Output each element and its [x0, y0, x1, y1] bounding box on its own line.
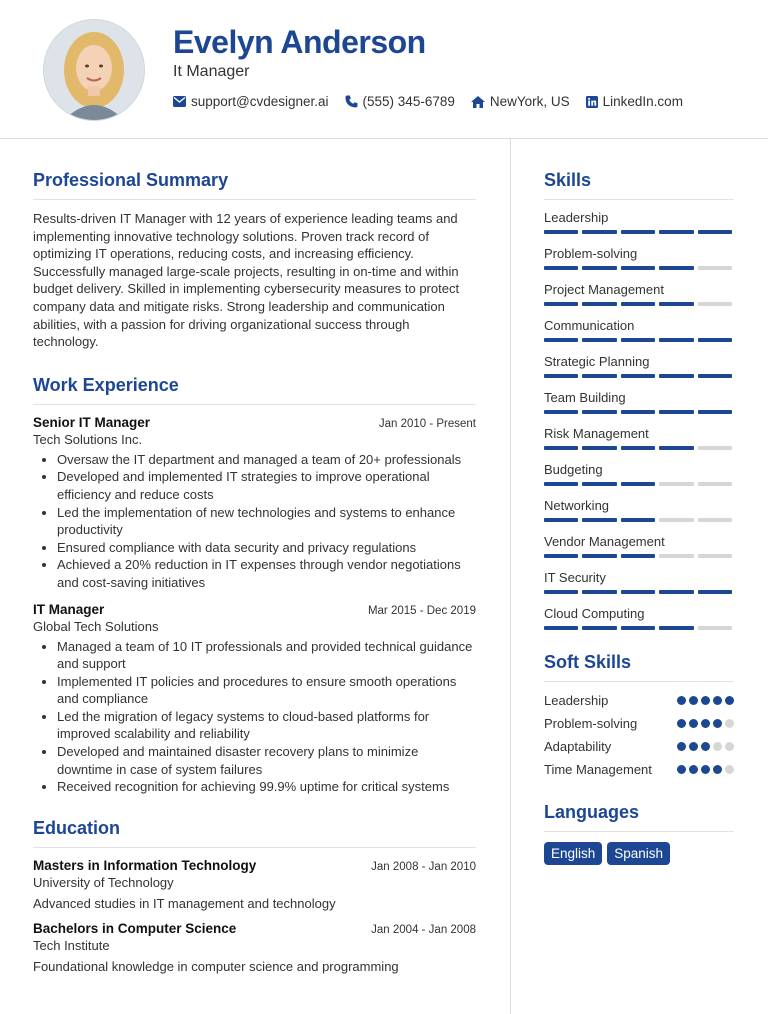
education-degree: Bachelors in Computer Science: [33, 920, 237, 936]
rating-dot: [725, 696, 734, 705]
summary-title: Professional Summary: [33, 170, 476, 200]
location-text: NewYork, US: [489, 94, 570, 109]
job-bullets: [33, 638, 476, 796]
skill-level-segment: [659, 626, 693, 630]
skill-level-segment: [621, 374, 655, 378]
rating-dot: [701, 742, 710, 751]
skill-name: Leadership: [544, 210, 609, 225]
skill-level-segment: [544, 230, 578, 234]
experience-list: [33, 415, 476, 796]
skill-level-segment: [621, 302, 655, 306]
side-column: [544, 170, 734, 865]
skill-level-bar: [544, 626, 734, 630]
language-badge: Spanish: [607, 842, 670, 865]
experience-title: Work Experience: [33, 375, 476, 405]
rating-dot: [725, 765, 734, 774]
skill-level-segment: [698, 230, 732, 234]
skill-level-segment: [659, 554, 693, 558]
job-bullet: • Oversaw the IT department and managed a team of 20+ professionals: [57, 451, 476, 469]
skill-level-segment: [698, 626, 732, 630]
skill-name: Communication: [544, 318, 635, 333]
soft-skill-rating: [677, 715, 734, 728]
skill-level-segment: [544, 410, 578, 414]
summary-text: Results-driven IT Manager with 12 years of experience leading teams and implementing innovative technology solutions. Proven track record of optimizing IT operations, reducing costs, and increasing efficiency. Successfully managed large-scale projects, resulting in on-time and within budget delivery. Skilled in implementing cybersecurity measures to protect company data and mitigate risks. Strong leadership and communication abilities, with a passion for driving organizational success through technology.: [33, 211, 460, 350]
rating-dot: [725, 719, 734, 728]
skill-level-segment: [544, 446, 578, 450]
main-column: [33, 170, 476, 984]
job-bullet: • Developed and maintained disaster recovery plans to minimize downtime in case of system failures: [57, 743, 476, 778]
skill-level-segment: [698, 590, 732, 594]
skill-level-bar: [544, 302, 734, 306]
skill-level-segment: [698, 302, 732, 306]
skill-level-segment: [621, 230, 655, 234]
education-school: Tech Institute: [33, 937, 110, 953]
languages-title: Languages: [544, 802, 734, 832]
skill-level-segment: [621, 554, 655, 558]
skill-item: [544, 390, 734, 414]
skill-level-segment: [582, 338, 616, 342]
skill-level-segment: [659, 302, 693, 306]
soft-skill-name: Leadership: [544, 693, 609, 708]
education-title: Education: [33, 818, 476, 848]
skill-level-segment: [659, 482, 693, 486]
rating-dot: [713, 719, 722, 728]
skill-name: Budgeting: [544, 462, 603, 477]
job-date: Mar 2015 - Dec 2019: [367, 604, 476, 617]
education-date: Jan 2008 - Jan 2010: [371, 860, 476, 873]
skill-level-segment: [698, 338, 732, 342]
skill-level-segment: [544, 626, 578, 630]
soft-skill-name: Problem-solving: [544, 716, 638, 731]
skill-level-segment: [544, 374, 578, 378]
education-list: [33, 858, 476, 974]
skill-level-segment: [698, 374, 732, 378]
resume-header: [0, 0, 768, 139]
linkedin-text: LinkedIn.com: [602, 94, 683, 109]
job-bullet: • Developed and implemented IT strategies to improve operational efficiency and reduce costs: [57, 468, 476, 503]
soft-skills-list: [544, 692, 734, 778]
job-title: IT Manager: [33, 601, 105, 617]
skill-level-segment: [659, 230, 693, 234]
skill-level-segment: [582, 554, 616, 558]
skill-name: Strategic Planning: [544, 354, 650, 369]
job-entry: [33, 602, 476, 796]
job-bullet: • Led the implementation of new technologies and systems to enhance productivity: [57, 504, 476, 539]
candidate-name: Evelyn Anderson: [173, 24, 426, 60]
skill-level-segment: [544, 266, 578, 270]
contact-bar: [173, 94, 683, 109]
skill-level-segment: [698, 410, 732, 414]
skill-level-segment: [621, 518, 655, 522]
rating-dot: [689, 742, 698, 751]
rating-dot: [689, 719, 698, 728]
skill-name: Team Building: [544, 390, 626, 405]
job-header: [33, 602, 476, 617]
skill-level-segment: [659, 266, 693, 270]
job-company: Global Tech Solutions: [33, 618, 159, 634]
skills-list: [544, 210, 734, 630]
skill-level-segment: [659, 590, 693, 594]
soft-skills-title: Soft Skills: [544, 652, 734, 682]
soft-skill-rating: [677, 761, 734, 774]
skill-level-segment: [659, 446, 693, 450]
skill-name: Problem-solving: [544, 246, 638, 261]
skill-level-segment: [582, 374, 616, 378]
job-bullet: • Implemented IT policies and procedures to ensure smooth operations and compliance: [57, 673, 476, 708]
skill-name: Networking: [544, 498, 610, 513]
job-bullet: • Received recognition for achieving 99.9% uptime for critical systems: [57, 778, 476, 796]
skill-level-segment: [621, 590, 655, 594]
skill-level-segment: [544, 590, 578, 594]
soft-skill-item: [544, 692, 734, 709]
rating-dot: [725, 742, 734, 751]
skill-level-segment: [698, 554, 732, 558]
soft-skill-rating: [677, 738, 734, 751]
job-title: Senior IT Manager: [33, 414, 151, 430]
column-divider: [510, 138, 511, 1014]
skill-level-segment: [582, 626, 616, 630]
job-company: Tech Solutions Inc.: [33, 431, 143, 447]
skill-level-segment: [582, 230, 616, 234]
skill-level-segment: [659, 338, 693, 342]
skill-item: [544, 498, 734, 522]
rating-dot: [713, 696, 722, 705]
job-bullet: • Ensured compliance with data security and privacy regulations: [57, 539, 476, 557]
profile-photo: [43, 19, 145, 121]
education-entry: [33, 921, 476, 974]
skill-level-segment: [698, 518, 732, 522]
contact-linkedin[interactable]: [586, 94, 683, 109]
rating-dot: [701, 696, 710, 705]
skill-item: [544, 210, 734, 234]
soft-skill-item: [544, 715, 734, 732]
soft-skill-name: Time Management: [544, 762, 652, 777]
soft-skill-rating: [677, 692, 734, 705]
rating-dot: [713, 765, 722, 774]
rating-dot: [677, 742, 686, 751]
email-text: support@cvdesigner.ai: [191, 94, 329, 109]
profile-photo-illustration: [44, 20, 144, 120]
skill-item: [544, 246, 734, 270]
skill-level-segment: [544, 302, 578, 306]
skill-level-bar: [544, 518, 734, 522]
contact-location: [471, 94, 570, 109]
skill-level-bar: [544, 374, 734, 378]
education-header: [33, 858, 476, 873]
education-degree: Masters in Information Technology: [33, 857, 257, 873]
skill-level-segment: [582, 482, 616, 486]
education-description: Advanced studies in IT management and technology: [33, 895, 336, 911]
skill-item: [544, 318, 734, 342]
skill-level-segment: [582, 266, 616, 270]
rating-dot: [677, 765, 686, 774]
soft-skill-item: [544, 761, 734, 778]
rating-dot: [701, 765, 710, 774]
skill-level-bar: [544, 410, 734, 414]
linkedin-icon: [586, 96, 598, 108]
rating-dot: [701, 719, 710, 728]
job-bullet: • Achieved a 20% reduction in IT expenses through vendor negotiations and cost-saving initiatives: [57, 556, 476, 591]
skill-level-segment: [544, 554, 578, 558]
envelope-icon: [173, 96, 186, 107]
rating-dot: [689, 765, 698, 774]
rating-dot: [689, 696, 698, 705]
job-date: Jan 2010 - Present: [378, 417, 476, 430]
skill-level-segment: [544, 518, 578, 522]
skill-level-segment: [544, 338, 578, 342]
skill-item: [544, 354, 734, 378]
skill-level-segment: [582, 446, 616, 450]
skills-title: Skills: [544, 170, 734, 200]
skill-level-segment: [621, 410, 655, 414]
skill-level-bar: [544, 482, 734, 486]
skill-level-bar: [544, 446, 734, 450]
education-date: Jan 2004 - Jan 2008: [371, 923, 476, 936]
rating-dot: [677, 719, 686, 728]
skill-level-segment: [698, 446, 732, 450]
skill-name: Risk Management: [544, 426, 649, 441]
rating-dot: [677, 696, 686, 705]
languages-list: [544, 842, 734, 865]
education-description: Foundational knowledge in computer science and programming: [33, 958, 399, 974]
language-badge: English: [544, 842, 602, 865]
skill-level-bar: [544, 338, 734, 342]
skill-level-bar: [544, 230, 734, 234]
skill-level-segment: [659, 374, 693, 378]
skill-level-segment: [582, 590, 616, 594]
skill-level-segment: [582, 302, 616, 306]
skill-level-segment: [621, 446, 655, 450]
skill-item: [544, 462, 734, 486]
education-header: [33, 921, 476, 936]
skill-item: [544, 426, 734, 450]
contact-email[interactable]: [173, 94, 329, 109]
skill-item: [544, 606, 734, 630]
rating-dot: [713, 742, 722, 751]
skill-name: Cloud Computing: [544, 606, 645, 621]
job-bullet: • Managed a team of 10 IT professionals and provided technical guidance and support: [57, 638, 476, 673]
job-bullet: • Led the migration of legacy systems to cloud-based platforms for improved scalability and reliability: [57, 708, 476, 743]
candidate-role: It Manager: [173, 63, 250, 80]
skill-name: IT Security: [544, 570, 606, 585]
contact-phone[interactable]: [345, 94, 455, 109]
skill-level-bar: [544, 554, 734, 558]
home-icon: [471, 96, 485, 108]
skill-item: [544, 282, 734, 306]
soft-skill-item: [544, 738, 734, 755]
skill-item: [544, 570, 734, 594]
skill-level-segment: [544, 482, 578, 486]
job-entry: [33, 415, 476, 592]
skill-level-segment: [621, 266, 655, 270]
skill-item: [544, 534, 734, 558]
skill-level-segment: [621, 626, 655, 630]
skill-level-bar: [544, 266, 734, 270]
skill-level-segment: [659, 410, 693, 414]
skill-level-bar: [544, 590, 734, 594]
skill-name: Vendor Management: [544, 534, 665, 549]
phone-text: (555) 345-6789: [362, 94, 455, 109]
skill-level-segment: [582, 410, 616, 414]
skill-level-segment: [698, 482, 732, 486]
education-entry: [33, 858, 476, 911]
job-bullets: [33, 451, 476, 592]
skill-level-segment: [621, 482, 655, 486]
skill-name: Project Management: [544, 282, 664, 297]
skill-level-segment: [621, 338, 655, 342]
skill-level-segment: [659, 518, 693, 522]
job-header: [33, 415, 476, 430]
skill-level-segment: [582, 518, 616, 522]
education-school: University of Technology: [33, 874, 174, 890]
phone-icon: [345, 95, 358, 108]
skill-level-segment: [698, 266, 732, 270]
soft-skill-name: Adaptability: [544, 739, 612, 754]
